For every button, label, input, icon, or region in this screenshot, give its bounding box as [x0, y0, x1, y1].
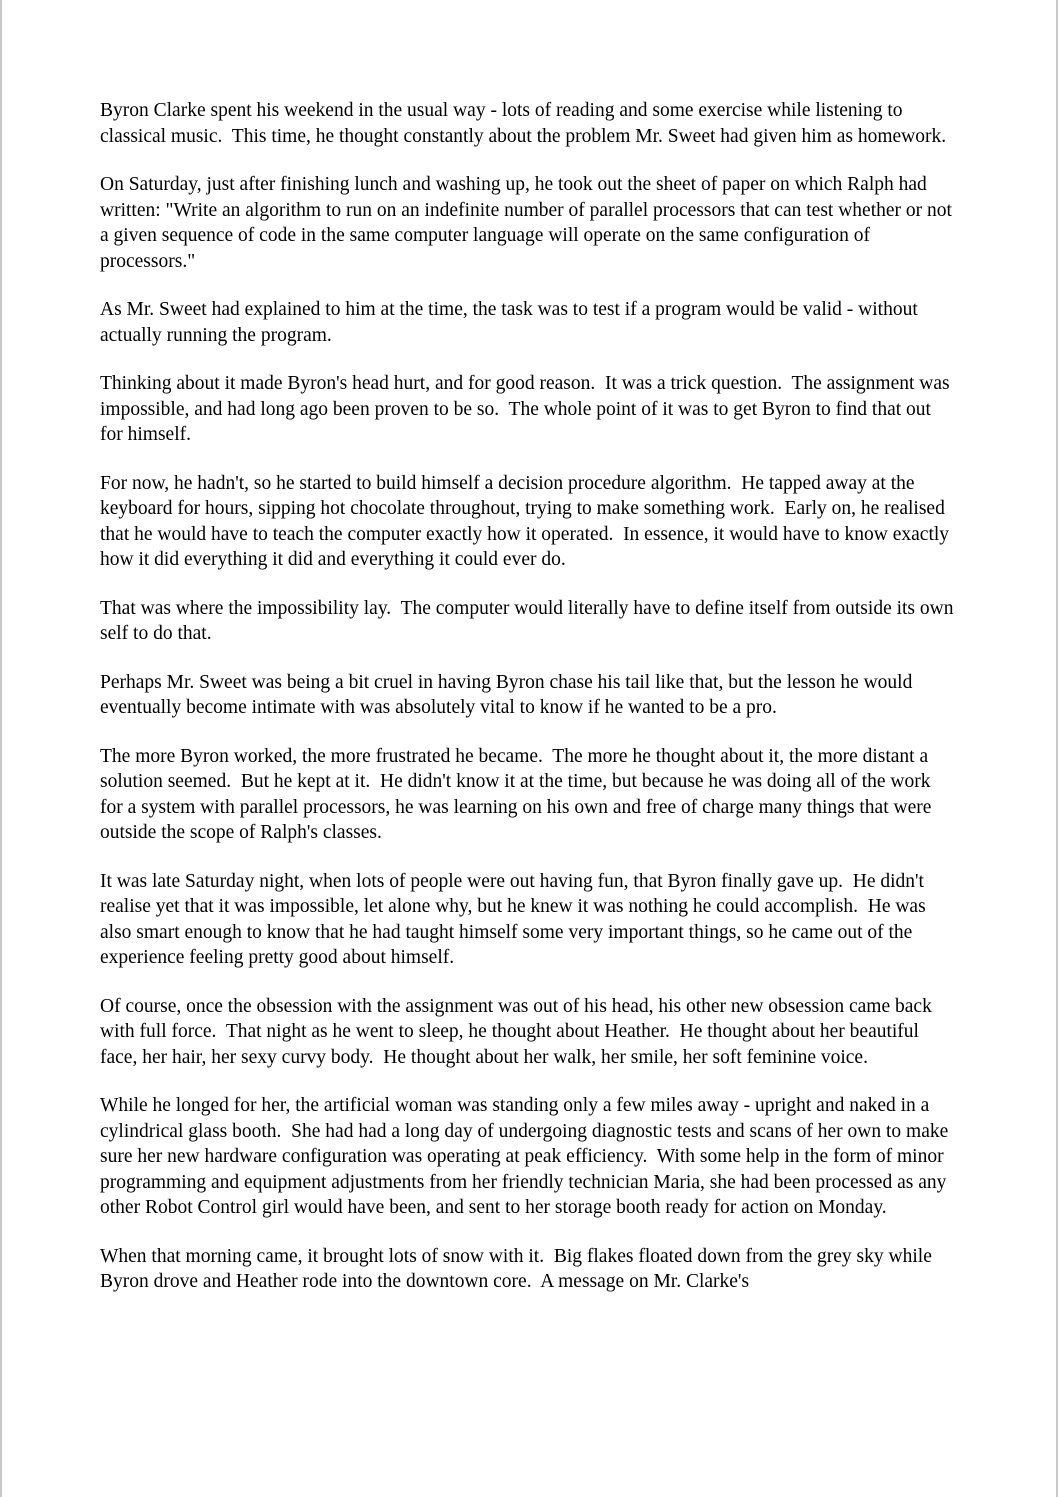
paragraph: Byron Clarke spent his weekend in the usual way - lots of reading and some exercise while listening to classical music. This time, he thought constantly about the problem Mr. Sweet had given him as homework.	[100, 100, 947, 147]
paragraph: While he longed for her, the artificial woman was standing only a few miles away - upright and naked in a cylindrical glass booth. She had had a long day of undergoing diagnostic tests and scans of her own to make sure her new hardware configuration was operating at peak efficiency. With some help in the form of minor programming and equipment adjustments from her friendly technician Maria, she had been processed as any other Robot Control girl would have been, and sent to her storage booth ready for action on Monday.	[100, 1095, 954, 1218]
paragraph: That was where the impossibility lay. The computer would literally have to define itself from outside its own self to do that.	[100, 597, 959, 644]
paragraph: Of course, once the obsession with the assignment was out of his head, his other new obsession came back with full force. That night as he went to sleep, he thought about Heather. He thought about her beautiful face, her hair, her sexy curvy body. He thought about her walk, her smile, her soft feminine voice.	[100, 995, 937, 1068]
paragraph: Thinking about it made Byron's head hurt, and for good reason. It was a trick question. The assignment was impossible, and had long ago been proven to be so. The whole point of it was to get Byron to find that out for himself.	[100, 373, 955, 445]
paragraph: As Mr. Sweet had explained to him at the time, the task was to test if a program would be valid - without actually running the program.	[100, 299, 923, 346]
paragraph: It was late Saturday night, when lots of people were out having fun, that Byron finally gave up. He didn't realise yet that it was impossible, let alone why, but he knew it was nothing he could accomplish. He was also smart enough to know that he had taught himself some very important things, so he came out of the experience feeling pretty good about himself.	[100, 870, 931, 968]
document-body	[100, 98, 959, 1318]
paragraph: On Saturday, just after finishing lunch and washing up, he took out the sheet of paper on which Ralph had written: "Write an algorithm to run on an indefinite number of parallel processors that can test whether or not a given sequence of code in the same computer language will operate on the same configuration of processors."	[100, 174, 957, 272]
paragraph: Perhaps Mr. Sweet was being a bit cruel in having Byron chase his tail like that, but the lesson he would eventually become intimate with was absolutely vital to know if he wanted to be a pro.	[100, 671, 918, 718]
paragraph: The more Byron worked, the more frustrated he became. The more he thought about it, the more distant a solution seemed. But he kept at it. He didn't know it at the time, but because he was doing all of the work for a system with parallel processors, he was learning on his own and free of charge many things that were outside the scope of Ralph's classes.	[100, 745, 937, 843]
page-edge-left	[0, 0, 2, 1497]
paragraph: When that morning came, it brought lots of snow with it. Big flakes floated down from the grey sky while Byron drove and Heather rode into the downtown core. A message on Mr. Clarke's	[100, 1245, 937, 1292]
paragraph: For now, he hadn't, so he started to build himself a decision procedure algorithm. He tapped away at the keyboard for hours, sipping hot chocolate throughout, trying to make something work. Early on, he realised that he would have to teach the computer exactly how it operated. In essence, it would have to know exactly how it did everything it did and everything it could ever do.	[100, 472, 954, 570]
